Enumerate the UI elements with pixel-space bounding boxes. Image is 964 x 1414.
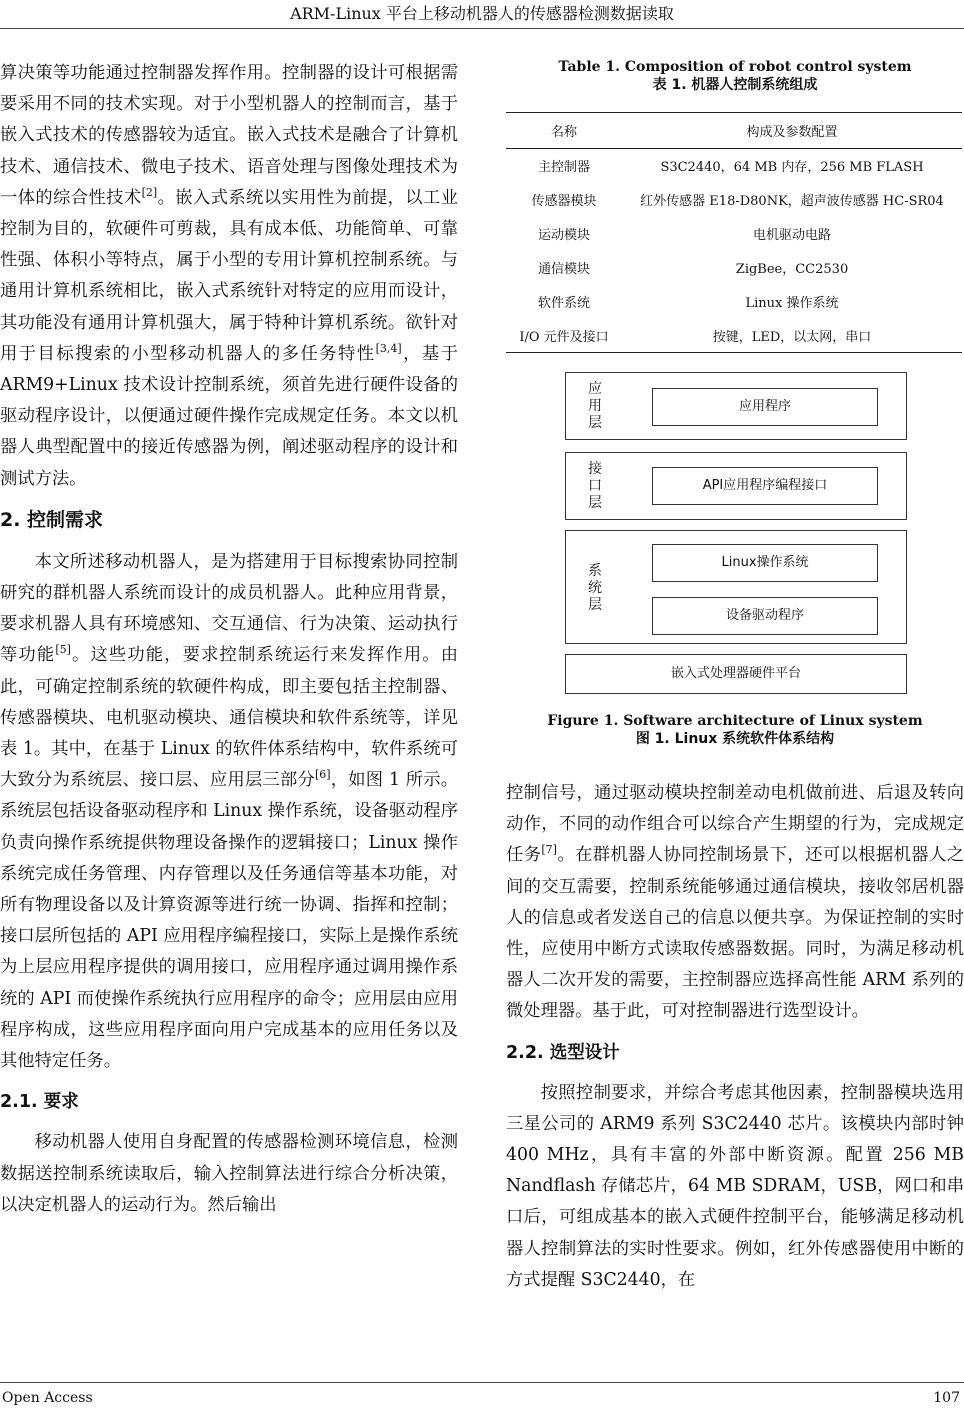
citation: [6] xyxy=(314,768,331,782)
application-layer xyxy=(565,372,907,440)
running-header: ARM-Linux 平台上移动机器人的传感器检测数据读取 xyxy=(290,4,674,23)
text-run: 算决策等功能通过控制器发挥作用。控制器的设计可根据需要采用不同的技术实现。对于小型机器人的控制而言，基于嵌入式技术的传感器较为适宜。嵌入式技术是融合了计算机技术、通信技术、微电子技术、语音处理与图像处理技术为一体的综合性技术 xyxy=(0,63,458,208)
system-layer-label: 系统层 xyxy=(588,563,602,613)
composition-table xyxy=(506,112,962,353)
software-architecture-diagram xyxy=(565,372,907,694)
table-row xyxy=(506,251,962,285)
table-header-row xyxy=(506,113,962,149)
right-paragraph-1 xyxy=(506,778,964,1028)
text-run: ，基于 ARM9+Linux 技术设计控制系统，须首先进行硬件设备的驱动程序设计，以便通过硬件操作完成规定任务。本文以机器人典型配置中的接近传感器为例，阐述驱动程序的设计和测试方法。 xyxy=(0,343,458,489)
citation: [3,4] xyxy=(375,342,402,356)
table-cell: 主控制器 xyxy=(537,160,590,176)
api-box: API应用程序编程接口 xyxy=(652,467,878,505)
table-row xyxy=(506,319,962,353)
table-cell: 运动模块 xyxy=(537,228,590,243)
linux-os-box: Linux操作系统 xyxy=(652,544,878,582)
table-caption xyxy=(506,58,964,94)
citation: [5] xyxy=(55,643,71,657)
table-cell: 电机驱动电路 xyxy=(752,228,831,243)
subsection-heading-selection-design: 2.2. 选型设计 xyxy=(506,1042,620,1063)
left-paragraph-3: 移动机器人使用自身配置的传感器检测环境信息，检测数据送控制系统读取后，输入控制算法进行综合分析决策，以决定机器人的运动行为。然后输出 xyxy=(0,1132,458,1215)
application-layer-label: 应用层 xyxy=(588,381,602,431)
right-column xyxy=(506,778,964,1306)
device-driver-box: 设备驱动程序 xyxy=(652,597,878,635)
table-cell: S3C2440，64 MB 内存，256 MB FLASH xyxy=(660,160,924,176)
hardware-platform-box: 嵌入式处理器硬件平台 xyxy=(565,654,907,694)
left-paragraph-1 xyxy=(0,58,458,495)
citation: [7] xyxy=(541,843,557,857)
table-row xyxy=(506,285,962,319)
table-header-cell: 名称 xyxy=(550,125,577,140)
table-cell: Linux 操作系统 xyxy=(745,296,839,311)
table-cell: ZigBee，CC2530 xyxy=(735,262,849,277)
text-run: ，如图 1 所示。系统层包括设备驱动程序和 Linux 操作系统，设备驱动程序负责向操作系统提供物理设备操作的逻辑接口；Linux 操作系统完成任务管理、内存管理以及任务通信等基本功能，对所有物理设备以及计算资源等进行统一协调、指挥和控制；接口层所包括的 API 应用程序编程接口，实际上是操作系统为上层应用程序提供的调用接口，应用程序通过调用操作系统的 API 而使操作系统执行应用程序的命令；应用层由应用程序构成，这些应用程序面向用户完成基本的应用任务以及其他特定任务。 xyxy=(0,770,458,1072)
interface-layer-label: 接口层 xyxy=(588,461,602,511)
system-layer xyxy=(565,530,907,644)
table-row xyxy=(506,183,962,217)
application-program-box: 应用程序 xyxy=(652,388,878,426)
table-cell: 按键，LED，以太网，串口 xyxy=(712,329,872,345)
left-paragraph-2 xyxy=(0,547,458,1077)
table-cell: 传感器模块 xyxy=(531,194,597,209)
table-cell: 红外传感器 E18-D80NK，超声波传感器 HC-SR04 xyxy=(640,194,944,209)
interface-layer xyxy=(565,452,907,520)
section-heading-control-requirements: 2. 控制需求 xyxy=(0,508,104,531)
table-caption-en: Table 1. Composition of robot control system xyxy=(558,59,912,75)
header-rule xyxy=(0,28,964,29)
footer-open-access: Open Access xyxy=(2,1390,93,1406)
table-row xyxy=(506,217,962,251)
table-header-cell: 构成及参数配置 xyxy=(746,125,838,140)
text-run: 。这些功能，要求控制系统运行来发挥作用。由此，可确定控制系统的软硬件构成，即主要包括主控制器、传感器模块、电机驱动模块、通信模块和软件系统等，详见表 1。其中，在基于 Linux 的软件体系结构中，软件系统可大致分为系统层、接口层、应用层三部分 xyxy=(0,645,458,791)
text-run: 。在群机器人协同控制场景下，还可以根据机器人之间的交互需要，控制系统能够通过通信模块，接收邻居机器人的信息或者发送自己的信息以便共享。为保证控制的实时性，应使用中断方式读取传感器数据。同时，为满足移动机器人二次开发的需要，主控制器应选择高性能 ARM 系列的微处理器。基于此，可对控制器进行选型设计。 xyxy=(506,845,964,1022)
text-run: 本文所述移动机器人，是为搭建用于目标搜索协同控制研究的群机器人系统而设计的成员机器人。此种应用背景，要求机器人具有环境感知、交互通信、行为决策、运动执行等功能 xyxy=(0,551,458,666)
figure-caption-zh: 图 1. Linux 系统软件体系结构 xyxy=(635,731,835,747)
footer-rule xyxy=(0,1382,964,1383)
figure-caption-en: Figure 1. Software architecture of Linux system xyxy=(547,713,923,729)
figure-caption xyxy=(506,712,964,748)
text-run: 。嵌入式系统以实用性为前提，以工业控制为目的，软硬件可剪裁，具有成本低、功能简单、可靠性强、体积小等特点，属于小型的专用计算机控制系统。与通用计算机系统相比，嵌入式系统针对特定的应用而设计，其功能没有通用计算机强大，属于特种计算机系统。欲针对用于目标搜索的小型移动机器人的多任务特性 xyxy=(0,187,458,364)
table-cell: I/O 元件及接口 xyxy=(519,329,609,345)
table-cell: 软件系统 xyxy=(537,296,590,311)
table-caption-zh: 表 1. 机器人控制系统组成 xyxy=(652,77,818,93)
right-paragraph-2: 按照控制要求，并综合考虑其他因素，控制器模块选用三星公司的 ARM9 系列 S3C2440 芯片。该模块内部时钟 400 MHz，具有丰富的外部中断资源。配置 256 MB Nandflash 存储芯片，64 MB SDRAM，USB，网口和串口后，可组成基本的嵌入式硬件控制平台，能够满足移动机器人控制算法的实时性要求。例如，红外传感器使用中断的方式提醒 S3C2440，在 xyxy=(506,1082,964,1290)
table-cell: 通信模块 xyxy=(537,262,590,277)
subsection-heading-requirements: 2.1. 要求 xyxy=(0,1092,79,1113)
left-column xyxy=(0,58,458,1231)
page-number: 107 xyxy=(933,1390,960,1406)
table-row xyxy=(506,149,962,183)
text-run: 控制信号，通过驱动模块控制差动电机做前进、后退及转向动作，不同的动作组合可以综合产生期望的行为，完成规定任务 xyxy=(506,783,964,866)
citation: [2] xyxy=(141,186,158,200)
